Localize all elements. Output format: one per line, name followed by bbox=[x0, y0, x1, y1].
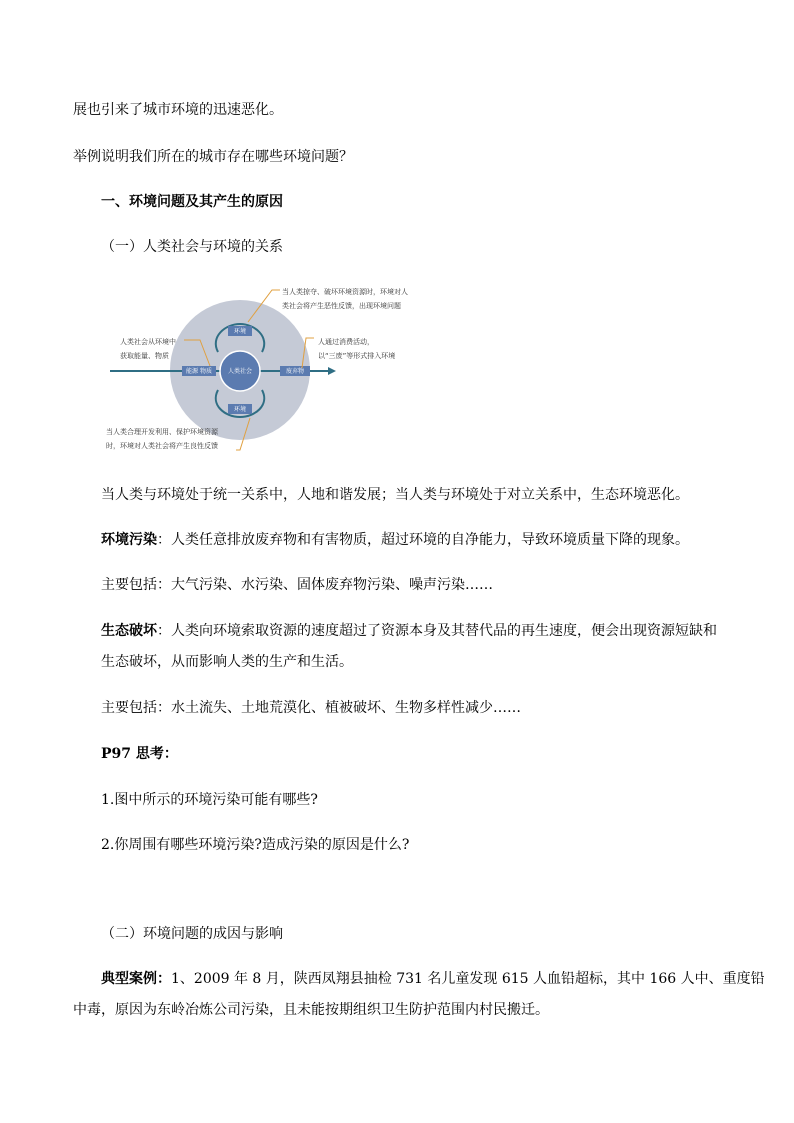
label-left: 能源 物质 bbox=[186, 368, 212, 375]
annotation-right-2: 以“三废”等形式排入环境 bbox=[318, 352, 396, 360]
annotation-bottom-2: 时，环境对人类社会将产生良性反馈 bbox=[106, 442, 218, 450]
annotation-top-1: 当人类掠夺、破坏环境资源时，环境对人 bbox=[282, 288, 408, 296]
pollution-definition bbox=[101, 530, 689, 550]
pollution-term: 环境污染 bbox=[101, 532, 157, 548]
annotation-left-2: 获取能量、物质 bbox=[120, 352, 169, 360]
question-2: 2.你周围有哪些环境污染?造成污染的原因是什么? bbox=[101, 837, 410, 853]
case-study-continuation: 中毒，原因为东岭冶炼公司污染，且未能按期组织卫生防护范围内村民搬迁。 bbox=[73, 1002, 549, 1018]
ecological-damage-term: 生态破坏 bbox=[101, 623, 157, 639]
relationship-summary: 当人类与环境处于统一关系中，人地和谐发展；当人类与环境处于对立关系中，生态环境恶化。 bbox=[101, 487, 689, 503]
case-study bbox=[101, 969, 765, 989]
annotation-top-2: 类社会将产生恶性反馈，出现环境问题 bbox=[282, 302, 401, 310]
ecological-damage-continuation: 生态破坏，从而影响人类的生产和生活。 bbox=[101, 654, 353, 670]
ecological-damage-types: 主要包括：水土流失、土地荒漠化、植被破坏、生物多样性减少…… bbox=[101, 700, 521, 716]
section-heading: 一、环境问题及其产生的原因 bbox=[101, 194, 283, 210]
label-right: 废弃物 bbox=[285, 368, 305, 375]
annotation-bottom-1: 当人类合理开发利用、保护环境资源 bbox=[106, 428, 218, 436]
annotation-left-1: 人类社会从环境中 bbox=[120, 338, 176, 346]
subsection-heading: （一）人类社会与环境的关系 bbox=[101, 239, 283, 255]
case-study-text: 1、2009 年 8 月，陕西凤翔县抽检 731 名儿童发现 615 人血铅超标，其中 166 人中、重度铅 bbox=[171, 971, 765, 987]
think-heading: P97 思考： bbox=[101, 746, 178, 762]
pollution-text: ：人类任意排放废弃物和有害物质，超过环境的自净能力，导致环境质量下降的现象。 bbox=[157, 532, 689, 548]
annotation-right-1: 人通过消费活动， bbox=[318, 338, 374, 346]
paragraph-continuation: 展也引来了城市环境的迅速恶化。 bbox=[73, 102, 283, 118]
question-paragraph: 举例说明我们所在的城市存在哪些环境问题？ bbox=[73, 149, 353, 165]
question-1: 1.图中所示的环境污染可能有哪些? bbox=[101, 792, 318, 808]
label-bottom: 环境 bbox=[233, 406, 247, 413]
case-study-label: 典型案例： bbox=[101, 971, 171, 987]
label-top: 环境 bbox=[233, 328, 247, 335]
human-environment-diagram bbox=[100, 282, 440, 462]
ecological-damage-text: ：人类向环境索取资源的速度超过了资源本身及其替代品的再生速度，便会出现资源短缺和 bbox=[157, 623, 717, 639]
ecological-damage-definition bbox=[101, 621, 717, 641]
center-label: 人类社会 bbox=[227, 368, 253, 375]
pollution-types: 主要包括：大气污染、水污染、固体废弃物污染、噪声污染…… bbox=[101, 577, 493, 593]
subsection-heading-2: （二）环境问题的成因与影响 bbox=[101, 926, 283, 942]
